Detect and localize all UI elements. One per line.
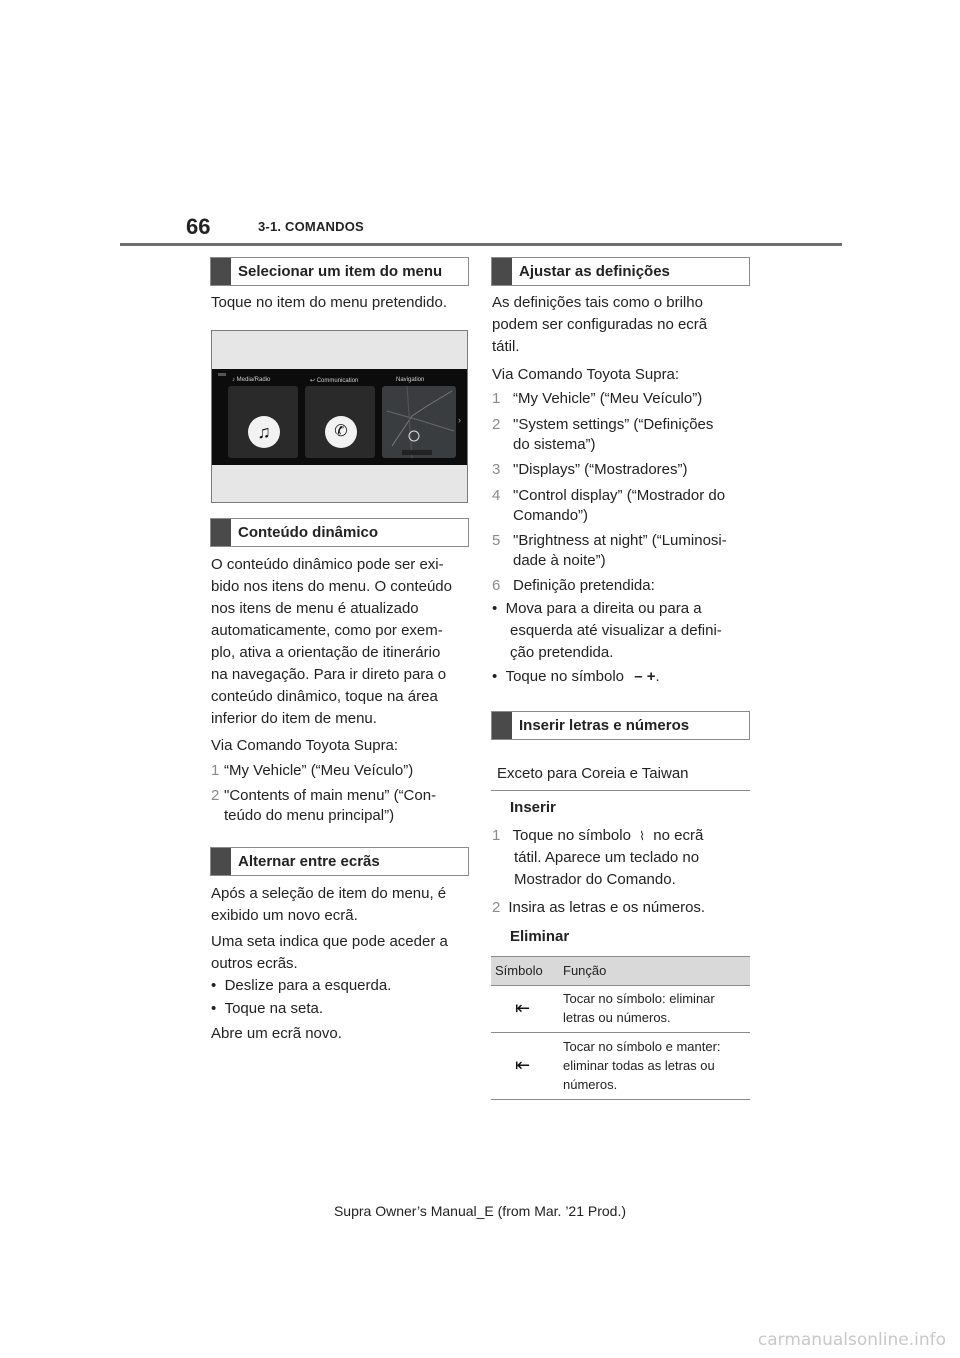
keyboard-icon: ⌇	[639, 829, 646, 843]
table-row: ⇤ Tocar no símbolo e manter: eliminar todas as letras ou números.	[491, 1033, 750, 1100]
bullet-item: • Mova para a direita ou para a esquerda até visualizar a defini- ção pretendida.	[492, 600, 722, 661]
step-item: 5 "Brightness at night” (“Luminosi- dade à noite”)	[492, 532, 727, 569]
table-row: ⇤ Tocar no símbolo: eliminar letras ou números.	[491, 986, 750, 1033]
heading-adjust-settings	[491, 257, 750, 286]
divider	[491, 790, 750, 791]
tab-label: ♪ Media/Radio	[232, 377, 271, 383]
paragraph: Uma seta indica que pode aceder a outros ecrãs.	[211, 933, 448, 972]
status-icon	[218, 373, 226, 376]
bullet-item: • Toque no símbolo – +.	[492, 668, 660, 685]
heading-marker	[211, 258, 231, 285]
heading-text: Ajustar as definições	[519, 263, 670, 280]
heading-dynamic-content	[210, 518, 469, 547]
footer: Supra Owner’s Manual_E (from Mar. ’21 Prod.)	[333, 1203, 627, 1219]
menu-screenshot	[211, 330, 468, 503]
step-item: 2 "System settings” (“Definições do sistema”)	[492, 416, 714, 453]
column-header: Função	[563, 963, 607, 978]
heading-text: Inserir letras e números	[519, 717, 690, 734]
communication-tile	[305, 386, 375, 458]
arrow-right-icon: ›	[458, 415, 461, 425]
column-header: Símbolo	[495, 963, 543, 978]
heading-marker	[211, 519, 231, 546]
heading-select-menu-item	[210, 257, 469, 286]
paragraph: Toque no item do menu pretendido.	[211, 294, 447, 311]
step-item: 2 "Contents of main menu” (“Con- teúdo do menu principal”)	[211, 787, 437, 824]
heading-marker	[211, 848, 231, 875]
music-note-icon: ♫	[248, 416, 280, 448]
via-label: Via Comando Toyota Supra:	[211, 737, 399, 754]
header-rule	[120, 243, 842, 246]
paragraph: Após a seleção de item do menu, é exibido um novo ecrã.	[211, 885, 447, 924]
section-title: 3-1. COMANDOS	[258, 219, 364, 234]
backspace-icon: ⇤	[515, 998, 531, 1018]
media-tile	[228, 386, 298, 458]
region-note: Exceto para Coreia e Taiwan	[497, 765, 689, 782]
step-continuation: tátil. Aparece um teclado no Mostrador do Comando.	[514, 849, 700, 888]
via-label: Via Comando Toyota Supra:	[492, 366, 680, 383]
tab-label: Navigation	[396, 377, 425, 383]
heading-enter-letters	[491, 711, 750, 740]
heading-switch-screens	[210, 847, 469, 876]
table-header	[491, 956, 750, 986]
page-number: 66	[186, 214, 211, 239]
step-item: 4 "Control display” (“Mostrador do Comando”)	[492, 487, 726, 524]
bullet-item: • Toque na seta.	[211, 1000, 324, 1017]
bullet-item: • Deslize para a esquerda.	[211, 977, 392, 994]
paragraph: As definições tais como o brilho podem ser configuradas no ecrã tátil.	[492, 294, 708, 355]
step-item: 2 Insira as letras e os números.	[492, 899, 706, 916]
subheading-insert: Inserir	[510, 799, 556, 816]
symbol-function-table	[491, 956, 750, 1100]
phone-icon: ✆	[325, 416, 357, 448]
map-icon	[382, 386, 456, 458]
heading-marker	[492, 258, 512, 285]
tab-label: ↩ Communication	[310, 378, 359, 384]
heading-text: Selecionar um item do menu	[238, 263, 443, 280]
backspace-icon: ⇤	[515, 1055, 531, 1075]
paragraph: Abre um ecrã novo.	[211, 1025, 342, 1042]
heading-marker	[492, 712, 512, 739]
watermark: carmanualsonline.info	[757, 1330, 946, 1350]
heading-text: Conteúdo dinâmico	[238, 524, 378, 541]
minus-plus-icon: – +	[634, 668, 656, 685]
step-item: 1 Toque no símbolo ⌇ no ecrã	[492, 825, 752, 847]
screen-display	[212, 369, 467, 465]
navigation-tile	[382, 386, 456, 458]
paragraph-dynamic: O conteúdo dinâmico pode ser exi- bido nos itens do menu. O conteúdo nos itens de menu é atualizado automaticamente, como por exem- plo, ativa a orientação de itinerário na navegação. Para ir direto para o conteúdo dinâmico, toque na área inferior do item de menu.	[211, 556, 452, 727]
subheading-delete: Eliminar	[510, 928, 570, 945]
heading-text: Alternar entre ecrãs	[238, 853, 380, 870]
